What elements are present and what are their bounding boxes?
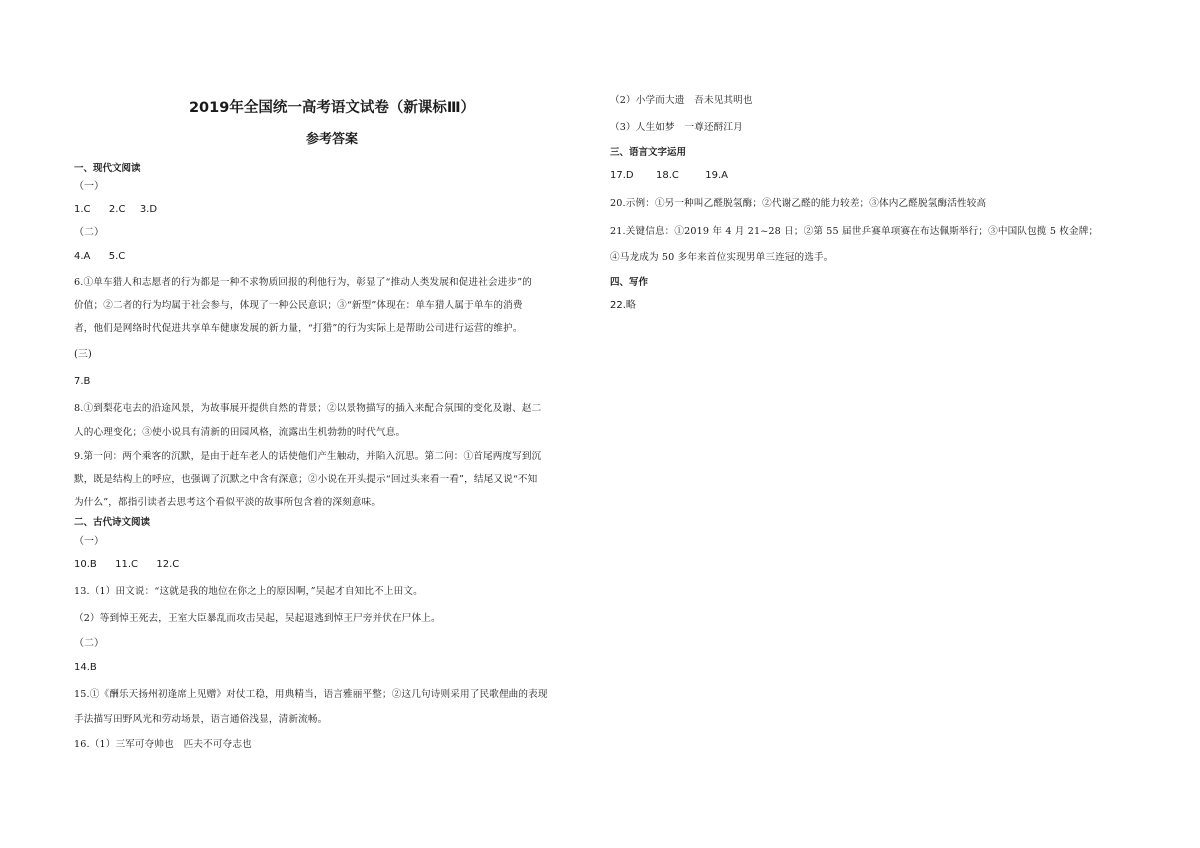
page-subtitle: 参考答案 [305, 132, 358, 147]
answer-line: （2）等到悼王死去，王室大臣暴乱而攻击吴起，吴起退逃到悼王尸旁并伏在尸体上。 [74, 613, 441, 624]
answer-line: 6.①单车猎人和志愿者的行为都是一种不求物质回报的利他行为，彰显了“推动人类发展和促进社会进步”的 [74, 277, 533, 288]
part-label: （一） [74, 181, 104, 192]
section-heading-3: 三、语言文字运用 [610, 147, 687, 158]
answer-item: 19.A [705, 170, 728, 181]
answer-line: 价值；②二者的行为均属于社会参与，体现了一种公民意识；③“新型”体现在：单车猎人属于单车的消费 [74, 300, 523, 311]
answer-item: 2.C [108, 204, 126, 215]
part-label: (三) [74, 349, 92, 360]
answer-line: 13.（1）田文说：“这就是我的地位在你之上的原因啊，”吴起才自知比不上田文。 [74, 586, 423, 597]
answer-line: 16.（1）三军可夺帅也 匹夫不可夺志也 [74, 739, 252, 750]
answer-line: 人的心理变化；③使小说具有清新的田园风格，流露出生机勃勃的时代气息。 [74, 427, 406, 438]
answer-row [610, 169, 728, 183]
answer-line: 21.关键信息：①2019 年 4 月 21~28 日；②第 55 届世乒赛单项赛在布达佩斯举行；③中国队包揽 5 枚金牌； [610, 226, 1099, 237]
answer-item: 3.D [139, 204, 158, 215]
answer-item: 7.B [74, 376, 91, 387]
part-label: （二） [74, 638, 104, 649]
answer-item: 18.C [655, 170, 679, 181]
section-heading-2: 二、古代诗文阅读 [74, 517, 151, 528]
answer-line: ④马龙成为 50 多年来首位实现男单三连冠的选手。 [610, 252, 834, 263]
answer-item: 14.B [74, 662, 97, 673]
answer-line: 手法描写田野风光和劳动场景，语言通俗浅显，清新流畅。 [74, 714, 328, 725]
section-heading-4: 四、写作 [610, 277, 649, 288]
answer-line: 20.示例：①另一种叫乙醛脱氢酶；②代谢乙醛的能力较差；③体内乙醛脱氢酶活性较高 [610, 198, 987, 209]
answer-row [74, 250, 125, 264]
answer-line: （2）小学而大遗 吾未见其明也 [610, 95, 753, 106]
answer-item: 12.C [156, 559, 180, 570]
answer-item: 1.C [74, 204, 91, 215]
answer-item: 17.D [610, 170, 634, 181]
answer-item: 11.C [115, 559, 139, 570]
answer-item: 10.B [74, 559, 97, 570]
answer-line: 为什么”，都指引读者去思考这个看似平淡的故事所包含着的深刻意味。 [74, 497, 382, 508]
answer-item: 5.C [108, 251, 126, 262]
section-heading-1: 一、现代文阅读 [74, 163, 141, 174]
answer-line: 9.第一问：两个乘客的沉默，是由于赶车老人的话使他们产生触动，并陷入沉思。第二问：①首尾两度写到沉 [74, 451, 542, 462]
answer-line: 8.①到梨花屯去的沿途风景，为故事展开提供自然的背景；②以景物描写的插入来配合氛围的变化及谢、赵二 [74, 403, 542, 414]
answer-line: 15.①《酬乐天扬州初逢席上见赠》对仗工稳，用典精当，语言雅丽平整；②这几句诗则采用了民歌俚曲的表现 [74, 689, 548, 700]
part-label: （一） [74, 536, 104, 547]
answer-row [74, 203, 157, 217]
answer-item: 4.A [74, 251, 91, 262]
answer-item: 22.略 [610, 300, 636, 311]
answer-line: （3）人生如梦 一尊还酹江月 [610, 122, 743, 133]
answer-row [74, 558, 179, 572]
part-label: （二） [74, 227, 104, 238]
answer-line: 者，他们是网络时代促进共享单车健康发展的新力量，“打猎”的行为实际上是帮助公司进行运营的维护。 [74, 323, 523, 334]
answer-line: 默，既是结构上的呼应，也强调了沉默之中含有深意；②小说在开头提示“回过头来看一看”，结尾又说“不知 [74, 474, 538, 485]
page-title: 2019年全国统一高考语文试卷（新课标Ⅲ） [188, 100, 476, 116]
